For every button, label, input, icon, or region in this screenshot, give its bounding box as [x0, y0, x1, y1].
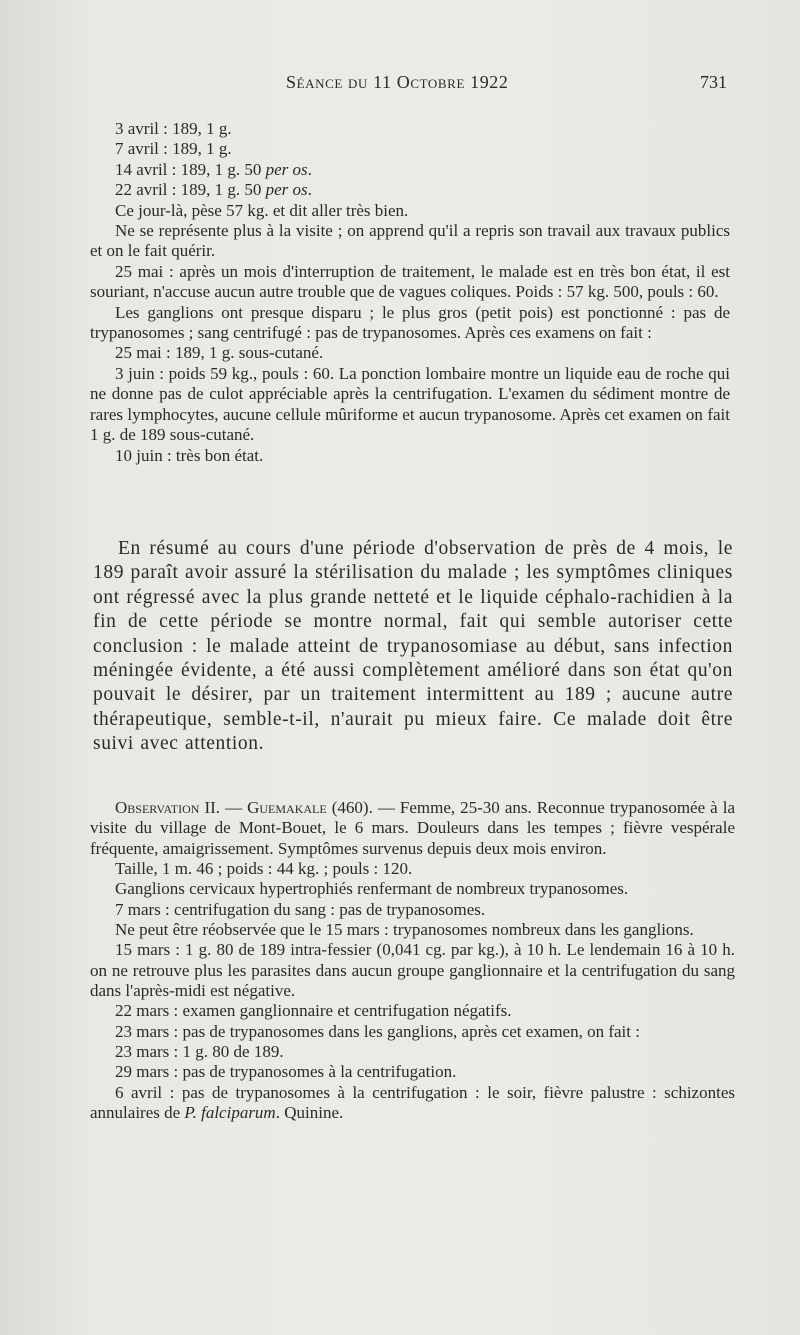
observation-heading — [90, 798, 735, 859]
observation-entry: 15 mars : 1 g. 80 de 189 intra-fessier (0,041 cg. par kg.), à 10 h. Le lendemain 16 à 10 h. on ne retrouve plus les parasites dans aucun groupe ganglionnaire et la centrifugation du sang dans l'après-midi est négative. — [90, 940, 735, 1001]
observation-entry: 23 mars : pas de trypanosomes dans les ganglions, après cet examen, on fait : — [115, 1021, 640, 1041]
note-line: Ce jour-là, pèse 57 kg. et dit aller très bien. — [115, 200, 409, 220]
summary-paragraph — [93, 537, 733, 757]
observation-entry: Ne peut être réobservée que le 15 mars : trypanosomes nombreux dans les ganglions. — [115, 920, 694, 940]
species-name: P. falciparum — [184, 1103, 276, 1123]
header-title: Séance du 11 Octobre 1922 — [286, 72, 509, 92]
note-line: 3 avril : 189, 1 g. — [115, 119, 232, 138]
note-line: 10 juin : très bon état. — [115, 445, 264, 465]
observation-entry: 23 mars : 1 g. 80 de 189. — [115, 1042, 284, 1062]
observation-entry: 22 mars : examen ganglionnaire et centrifugation négatifs. — [115, 1001, 512, 1021]
observation-entry — [90, 1083, 735, 1124]
observation-label: Observation II. — [115, 798, 221, 817]
note-line: 22 avril : 189, 1 g. 50 per os. — [115, 180, 312, 200]
clinical-notes — [90, 119, 730, 466]
note-line: 3 juin : poids 59 kg., pouls : 60. La ponction lombaire montre un liquide eau de roche qui ne donne pas de culot appréciable après la centrifugation. L'examen du sédiment montre de rares lymphocytes, aucune cellule mûriforme et aucun trypanosome. Après cet examen on fait 1 g. de 189 sous-cutané. — [90, 363, 730, 445]
observation-entry: Taille, 1 m. 46 ; poids : 44 kg. ; pouls : 120. — [115, 859, 413, 879]
latin-phrase: per os — [265, 180, 308, 200]
note-line: 14 avril : 189, 1 g. 50 per os. — [115, 159, 312, 179]
note-line: 7 avril : 189, 1 g. — [115, 139, 232, 159]
patient-name: Guemakale — [247, 798, 327, 817]
observation-section — [90, 798, 735, 1124]
entry-text: 6 avril : pas de trypanosomes à la centrifugation : le soir, fièvre palustre : schizontes annulaires de — [90, 1082, 735, 1123]
note-line: Ne se représente plus à la visite ; on apprend qu'il a repris son travail aux travaux publics et on le fait quérir. — [90, 221, 730, 261]
page-number: 731 — [700, 72, 727, 92]
observation-entry: 7 mars : centrifugation du sang : pas de trypanosomes. — [115, 899, 486, 919]
note-line: Les ganglions ont presque disparu ; le plus gros (petit pois) est ponctionné : pas de trypanosomes ; sang centrifugé : pas de trypanosomes. Après ces examens on fait : — [90, 302, 730, 343]
entry-text-end: . Quinine. — [275, 1103, 344, 1123]
dash: — — [225, 798, 248, 817]
observation-entry: Ganglions cervicaux hypertrophiés renfermant de nombreux trypanosomes. — [115, 879, 629, 899]
summary-text: En résumé au cours d'une période d'observation de près de 4 mois, le 189 paraît avoir assuré la stérilisation du malade ; les symptômes cliniques ont régressé avec la plus grande netteté et le liquide céphalo-rachidien à la fin de cette période se montre normal, fait qui semble autoriser cette conclusion : le malade atteint de trypanosomiase au début, sans infection méningée évidente, a été aussi complètement amélioré dans son état qu'on pouvait le désirer, par un traitement intermittent au 189 ; aucune autre thérapeutique, semble-t-il, n'aurait pu mieux faire. Ce malade doit être suivi avec attention. — [93, 538, 733, 755]
note-line: 25 mai : 189, 1 g. sous-cutané. — [115, 343, 324, 363]
observation-intro: (460). — Femme, 25-30 ans. Reconnue trypanosomée à la visite du village de Mont-Bouet, le 6 mars. Douleurs dans les tempes ; fièvre vespérale fréquente, amaigrissement. Symptômes survenus depuis deux mois environ. — [90, 798, 735, 858]
note-line: 25 mai : après un mois d'interruption de traitement, le malade est en très bon état, il est souriant, n'accuse aucun autre trouble que de vagues coliques. Poids : 57 kg. 500, pouls : 60. — [90, 261, 730, 302]
latin-phrase: per os — [265, 159, 308, 179]
observation-entry: 29 mars : pas de trypanosomes à la centrifugation. — [115, 1062, 457, 1082]
running-header — [90, 72, 740, 102]
